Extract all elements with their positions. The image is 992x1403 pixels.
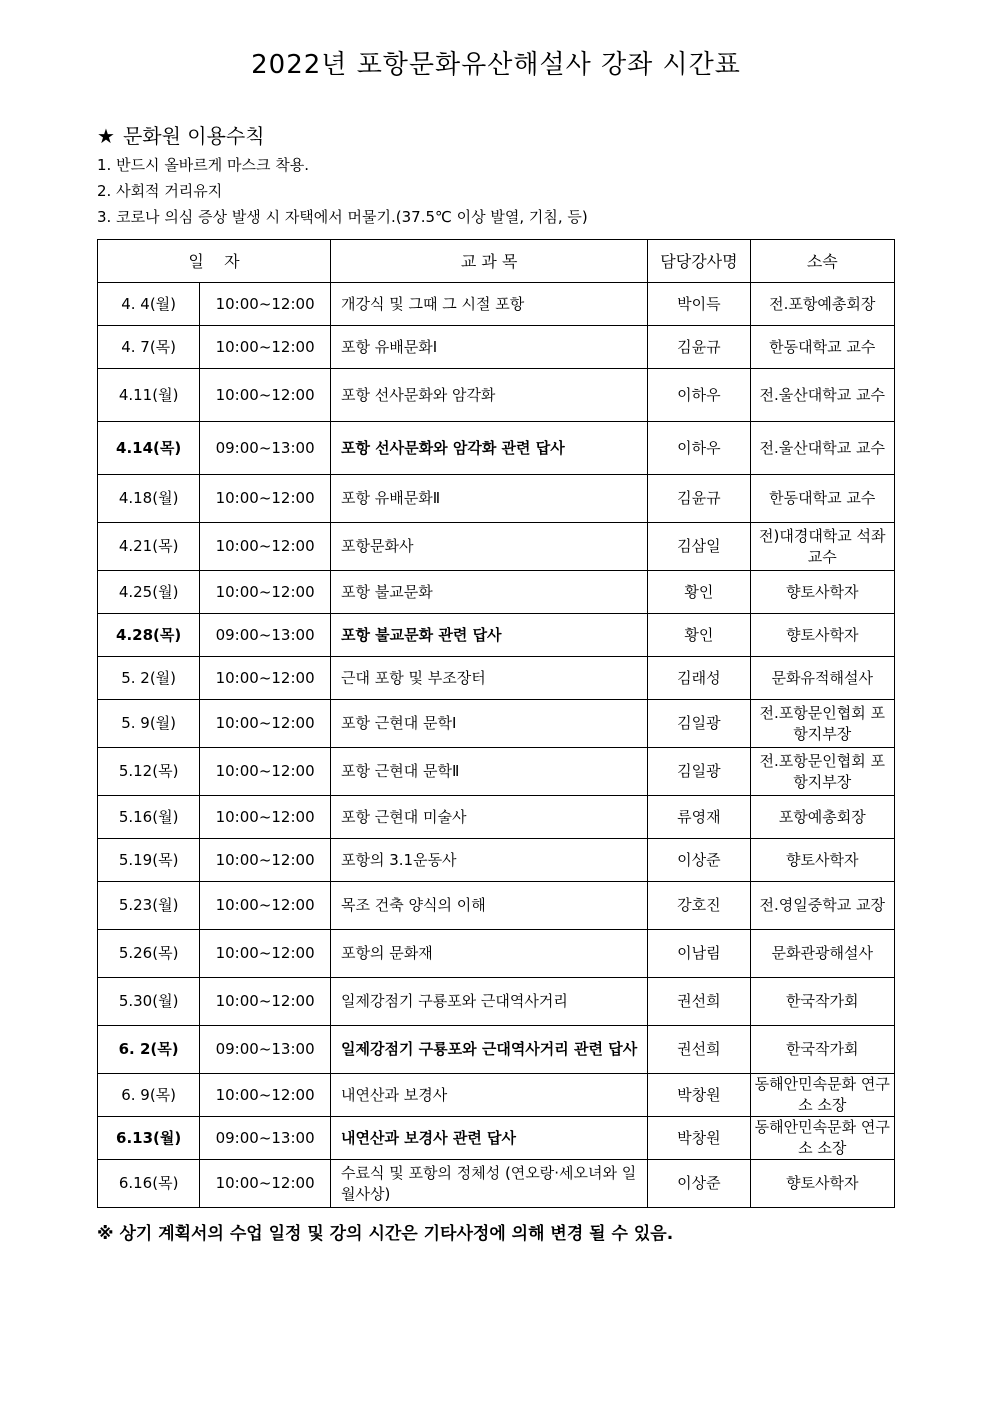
cell-affiliation: 전.울산대학교 교수 bbox=[750, 369, 894, 422]
cell-subject: 포항 근현대 문학Ⅱ bbox=[330, 748, 647, 796]
cell-instructor: 이하우 bbox=[648, 369, 750, 422]
cell-affiliation: 전.포항문인협회 포항지부장 bbox=[750, 748, 894, 796]
cell-subject: 개강식 및 그때 그 시절 포항 bbox=[330, 283, 647, 326]
cell-instructor: 김윤규 bbox=[648, 326, 750, 369]
table-row bbox=[98, 657, 895, 700]
schedule-table bbox=[97, 239, 895, 1208]
cell-instructor: 김래성 bbox=[648, 657, 750, 700]
cell-time: 10:00~12:00 bbox=[200, 657, 331, 700]
cell-date: 6.16(목) bbox=[98, 1160, 200, 1208]
cell-time: 10:00~12:00 bbox=[200, 283, 331, 326]
cell-instructor: 이상준 bbox=[648, 1160, 750, 1208]
cell-affiliation: 전.울산대학교 교수 bbox=[750, 422, 894, 475]
cell-subject: 포항의 3.1운동사 bbox=[330, 839, 647, 882]
cell-subject: 일제강점기 구룡포와 근대역사거리 관련 답사 bbox=[330, 1026, 647, 1074]
cell-subject: 포항 불교문화 관련 답사 bbox=[330, 614, 647, 657]
cell-time: 10:00~12:00 bbox=[200, 882, 331, 930]
cell-subject: 일제강점기 구룡포와 근대역사거리 bbox=[330, 978, 647, 1026]
table-row bbox=[98, 422, 895, 475]
cell-affiliation: 향토사학자 bbox=[750, 614, 894, 657]
rule-item: 3. 코로나 의심 증상 발생 시 자택에서 머물기.(37.5℃ 이상 발열, 기침, 등) bbox=[97, 208, 588, 226]
table-row bbox=[98, 326, 895, 369]
cell-subject: 근대 포항 및 부조장터 bbox=[330, 657, 647, 700]
footer-note: ※ 상기 계획서의 수업 일정 및 강의 시간은 기타사정에 의해 변경 될 수 있음. bbox=[97, 1224, 674, 1244]
table-row bbox=[98, 882, 895, 930]
table-row bbox=[98, 796, 895, 839]
cell-subject: 포항의 문화재 bbox=[330, 930, 647, 978]
cell-time: 10:00~12:00 bbox=[200, 326, 331, 369]
cell-subject: 수료식 및 포항의 정체성 (연오랑·세오녀와 일월사상) bbox=[330, 1160, 647, 1208]
cell-subject: 포항 유배문화Ⅱ bbox=[330, 475, 647, 523]
cell-affiliation: 전.포항예총회장 bbox=[750, 283, 894, 326]
cell-date: 5.23(월) bbox=[98, 882, 200, 930]
cell-time: 10:00~12:00 bbox=[200, 796, 331, 839]
cell-time: 09:00~13:00 bbox=[200, 1117, 331, 1160]
cell-date: 5.12(목) bbox=[98, 748, 200, 796]
table-header-row bbox=[98, 240, 895, 283]
cell-date: 6. 2(목) bbox=[98, 1026, 200, 1074]
cell-subject: 포항 선사문화와 암각화 bbox=[330, 369, 647, 422]
cell-time: 09:00~13:00 bbox=[200, 614, 331, 657]
cell-date: 4.21(목) bbox=[98, 523, 200, 571]
cell-instructor: 황인 bbox=[648, 571, 750, 614]
table-row bbox=[98, 1026, 895, 1074]
cell-affiliation: 전.포항문인협회 포항지부장 bbox=[750, 700, 894, 748]
cell-subject: 내연산과 보경사 bbox=[330, 1074, 647, 1117]
cell-affiliation: 동해안민속문화 연구소 소장 bbox=[750, 1074, 894, 1117]
cell-time: 10:00~12:00 bbox=[200, 839, 331, 882]
cell-instructor: 류영재 bbox=[648, 796, 750, 839]
cell-subject: 포항 불교문화 bbox=[330, 571, 647, 614]
cell-time: 10:00~12:00 bbox=[200, 748, 331, 796]
cell-subject: 포항 선사문화와 암각화 관련 답사 bbox=[330, 422, 647, 475]
cell-affiliation: 문화유적해설사 bbox=[750, 657, 894, 700]
star-icon: ★ bbox=[97, 124, 115, 148]
cell-time: 10:00~12:00 bbox=[200, 571, 331, 614]
schedule-body bbox=[98, 283, 895, 1208]
cell-time: 10:00~12:00 bbox=[200, 978, 331, 1026]
cell-instructor: 김윤규 bbox=[648, 475, 750, 523]
cell-instructor: 김일광 bbox=[648, 748, 750, 796]
cell-affiliation: 한국작가회 bbox=[750, 978, 894, 1026]
table-row bbox=[98, 1117, 895, 1160]
cell-subject: 목조 건축 양식의 이해 bbox=[330, 882, 647, 930]
cell-instructor: 박이득 bbox=[648, 283, 750, 326]
cell-affiliation: 문화관광해설사 bbox=[750, 930, 894, 978]
cell-affiliation: 향토사학자 bbox=[750, 1160, 894, 1208]
cell-instructor: 권선희 bbox=[648, 1026, 750, 1074]
table-row bbox=[98, 523, 895, 571]
cell-time: 10:00~12:00 bbox=[200, 1160, 331, 1208]
table-row bbox=[98, 839, 895, 882]
header-instructor: 담당강사명 bbox=[648, 240, 750, 283]
cell-date: 5.26(목) bbox=[98, 930, 200, 978]
cell-date: 4.14(목) bbox=[98, 422, 200, 475]
cell-time: 10:00~12:00 bbox=[200, 700, 331, 748]
cell-instructor: 황인 bbox=[648, 614, 750, 657]
cell-time: 10:00~12:00 bbox=[200, 475, 331, 523]
table-row bbox=[98, 748, 895, 796]
cell-date: 6.13(월) bbox=[98, 1117, 200, 1160]
header-subject: 교 과 목 bbox=[330, 240, 647, 283]
header-date: 일 자 bbox=[98, 240, 331, 283]
cell-affiliation: 포항예총회장 bbox=[750, 796, 894, 839]
header-affiliation: 소속 bbox=[750, 240, 894, 283]
cell-subject: 내연산과 보경사 관련 답사 bbox=[330, 1117, 647, 1160]
cell-time: 10:00~12:00 bbox=[200, 1074, 331, 1117]
rule-item: 1. 반드시 올바르게 마스크 착용. bbox=[97, 156, 310, 174]
table-row bbox=[98, 614, 895, 657]
cell-instructor: 이하우 bbox=[648, 422, 750, 475]
cell-time: 10:00~12:00 bbox=[200, 523, 331, 571]
cell-time: 09:00~13:00 bbox=[200, 422, 331, 475]
cell-instructor: 권선희 bbox=[648, 978, 750, 1026]
cell-affiliation: 향토사학자 bbox=[750, 571, 894, 614]
rule-item: 2. 사회적 거리유지 bbox=[97, 182, 223, 200]
table-row bbox=[98, 930, 895, 978]
table-row bbox=[98, 283, 895, 326]
cell-time: 10:00~12:00 bbox=[200, 930, 331, 978]
cell-subject: 포항 근현대 미술사 bbox=[330, 796, 647, 839]
cell-date: 5. 9(월) bbox=[98, 700, 200, 748]
cell-instructor: 박창원 bbox=[648, 1117, 750, 1160]
cell-affiliation: 한동대학교 교수 bbox=[750, 475, 894, 523]
cell-date: 4. 7(목) bbox=[98, 326, 200, 369]
table-row bbox=[98, 1074, 895, 1117]
cell-subject: 포항 근현대 문학Ⅰ bbox=[330, 700, 647, 748]
table-row bbox=[98, 700, 895, 748]
rules-heading-text: 문화원 이용수칙 bbox=[122, 124, 265, 148]
cell-instructor: 박창원 bbox=[648, 1074, 750, 1117]
page-title: 2022년 포항문화유산해설사 강좌 시간표 bbox=[251, 50, 741, 80]
cell-date: 5.30(월) bbox=[98, 978, 200, 1026]
cell-time: 10:00~12:00 bbox=[200, 369, 331, 422]
cell-date: 4. 4(월) bbox=[98, 283, 200, 326]
table-row bbox=[98, 978, 895, 1026]
cell-date: 5. 2(월) bbox=[98, 657, 200, 700]
cell-instructor: 이상준 bbox=[648, 839, 750, 882]
cell-instructor: 강호진 bbox=[648, 882, 750, 930]
cell-date: 4.25(월) bbox=[98, 571, 200, 614]
cell-affiliation: 전)대경대학교 석좌교수 bbox=[750, 523, 894, 571]
cell-affiliation: 한국작가회 bbox=[750, 1026, 894, 1074]
cell-date: 6. 9(목) bbox=[98, 1074, 200, 1117]
rules-list bbox=[97, 152, 588, 230]
cell-subject: 포항 유배문화Ⅰ bbox=[330, 326, 647, 369]
cell-instructor: 김삼일 bbox=[648, 523, 750, 571]
cell-date: 4.11(월) bbox=[98, 369, 200, 422]
cell-date: 4.28(목) bbox=[98, 614, 200, 657]
cell-date: 5.19(목) bbox=[98, 839, 200, 882]
rules-heading bbox=[97, 120, 265, 149]
cell-affiliation: 동해안민속문화 연구소 소장 bbox=[750, 1117, 894, 1160]
cell-affiliation: 전.영일중학교 교장 bbox=[750, 882, 894, 930]
cell-subject: 포항문화사 bbox=[330, 523, 647, 571]
table-row bbox=[98, 571, 895, 614]
cell-instructor: 이남림 bbox=[648, 930, 750, 978]
table-row bbox=[98, 475, 895, 523]
cell-affiliation: 향토사학자 bbox=[750, 839, 894, 882]
cell-instructor: 김일광 bbox=[648, 700, 750, 748]
cell-affiliation: 한동대학교 교수 bbox=[750, 326, 894, 369]
table-row bbox=[98, 369, 895, 422]
cell-time: 09:00~13:00 bbox=[200, 1026, 331, 1074]
table-row bbox=[98, 1160, 895, 1208]
cell-date: 4.18(월) bbox=[98, 475, 200, 523]
cell-date: 5.16(월) bbox=[98, 796, 200, 839]
